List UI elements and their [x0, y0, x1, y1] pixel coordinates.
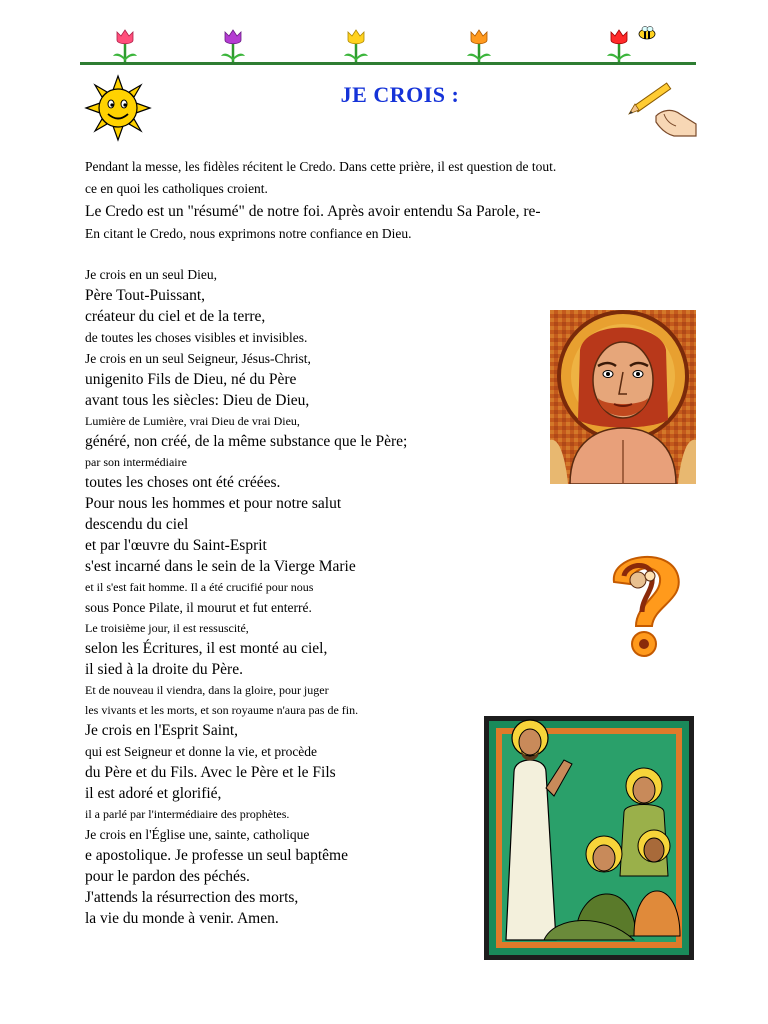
credo-line: J'attends la résurrection des morts,	[85, 889, 299, 906]
credo-line: il sied à la droite du Père.	[85, 661, 243, 678]
credo-line: Pour nous les hommes et pour notre salut	[85, 495, 342, 512]
credo-line: il est adoré et glorifié,	[85, 785, 222, 802]
green-divider	[80, 62, 696, 65]
credo-line: et par l'œuvre du Saint-Esprit	[85, 537, 267, 554]
credo-line: selon les Écritures, il est monté au ciel,	[85, 640, 328, 657]
credo-text	[85, 264, 505, 929]
credo-line: généré, non créé, de la même substance que le Père;	[85, 433, 408, 450]
intro-line: Le Credo est un "résumé" de notre foi. Après avoir entendu Sa Parole, re-	[85, 203, 541, 220]
credo-line: il a parlé par l'intermédiaire des prophètes.	[85, 807, 290, 821]
credo-line: et il s'est fait homme. Il a été crucifié pour nous	[85, 580, 314, 594]
bee-icon	[636, 26, 658, 40]
christ-icon-icon	[550, 310, 696, 484]
credo-line: qui est Seigneur et donne la vie, et procède	[85, 744, 318, 759]
credo-line: du Père et du Fils. Avec le Père et le Fils	[85, 764, 336, 781]
page-title: JE CROIS :	[340, 82, 460, 107]
credo-line: par son intermédiaire	[85, 455, 187, 469]
orange-tulip-icon	[464, 28, 494, 64]
yellow-tulip-icon	[341, 28, 371, 64]
credo-line: Je crois en l'Église une, sainte, catholique	[85, 827, 310, 842]
purple-tulip-icon	[218, 28, 248, 64]
intro-line: ce en quoi les catholiques croient.	[85, 181, 268, 196]
credo-line: la vie du monde à venir. Amen.	[85, 910, 279, 927]
question-mark-icon	[596, 546, 688, 664]
credo-line: Le troisième jour, il est ressuscité,	[85, 621, 249, 635]
credo-line: sous Ponce Pilate, il mourut et fut enterré.	[85, 600, 312, 615]
intro-line: En citant le Credo, nous exprimons notre confiance en Dieu.	[85, 226, 412, 241]
credo-line: Lumière de Lumière, vrai Dieu de vrai Dieu,	[85, 414, 300, 428]
credo-line: de toutes les choses visibles et invisibles.	[85, 330, 308, 345]
credo-line: les vivants et les morts, et son royaume n'aura pas de fin.	[85, 703, 359, 717]
credo-line: Je crois en l'Esprit Saint,	[85, 722, 239, 739]
red-tulip-icon	[604, 28, 634, 64]
credo-line: Je crois en un seul Dieu,	[85, 267, 217, 282]
intro-line: Pendant la messe, les fidèles récitent le Credo. Dans cette prière, il est question de tout.	[85, 159, 557, 174]
credo-line: toutes les choses ont été créées.	[85, 474, 281, 491]
credo-line: descendu du ciel	[85, 516, 189, 533]
pink-tulip-icon	[110, 28, 140, 64]
credo-line: pour le pardon des péchés.	[85, 868, 250, 885]
intro-paragraph	[85, 156, 685, 245]
credo-line: s'est incarné dans le sein de la Vierge Marie	[85, 558, 356, 575]
credo-line: Père Tout-Puissant,	[85, 287, 206, 304]
credo-line: Et de nouveau il viendra, dans la gloire, pour juger	[85, 683, 329, 697]
credo-line: avant tous les siècles: Dieu de Dieu,	[85, 392, 310, 409]
credo-line: créateur du ciel et de la terre,	[85, 308, 266, 325]
credo-line: unigenito Fils de Dieu, né du Père	[85, 371, 297, 388]
credo-line: e apostolique. Je professe un seul baptême	[85, 847, 348, 864]
credo-line: Je crois en un seul Seigneur, Jésus-Christ,	[85, 351, 311, 366]
hand-writing-pencil-icon	[626, 80, 698, 138]
jesus-and-apostles-icon	[484, 716, 694, 960]
